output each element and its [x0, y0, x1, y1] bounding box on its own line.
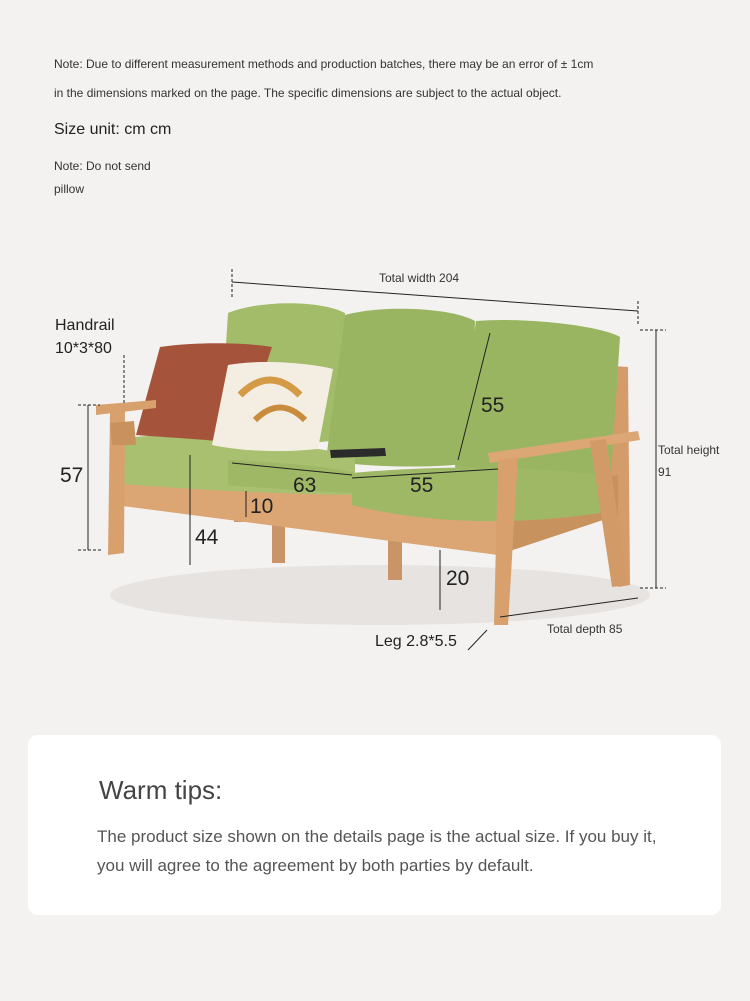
leg-size-label: Leg 2.8*5.5: [375, 633, 457, 650]
note-line-2: in the dimensions marked on the page. The specific dimensions are subject to the actual object.: [54, 86, 562, 100]
arm-height-label: 57: [60, 464, 84, 487]
back-cushion-middle: [326, 309, 475, 467]
total-height-value: 91: [658, 465, 672, 479]
seat-height-label: 44: [195, 526, 219, 549]
note-no-pillow: Note: Do not send: [54, 159, 151, 173]
back-height-label: 55: [481, 394, 505, 417]
warm-tips-title: Warm tips:: [99, 775, 223, 805]
left-arm-post: [110, 421, 136, 445]
dim-leg-pointer: [468, 630, 487, 650]
size-unit-label: Size unit: cm cm: [54, 121, 172, 138]
seat-width-label: 63: [293, 474, 317, 497]
handrail-title: Handrail: [55, 317, 115, 334]
cushion-thickness-label: 10: [250, 495, 274, 518]
note-line-1: Note: Due to different measurement methods and production batches, there may be an error of ± 1cm: [54, 57, 594, 71]
sofa-dimension-figure: [0, 255, 750, 675]
floor-shadow: [110, 565, 650, 625]
warm-tips-body: The product size shown on the details page is the actual size. If you buy it, you will agree to the agreement by both parties by default.: [97, 827, 657, 875]
back-leg-middle: [388, 540, 402, 580]
note-pillow: pillow: [54, 182, 85, 196]
warm-tips-card: [28, 735, 721, 915]
leg-height-label: 20: [446, 567, 470, 590]
total-width-label: Total width 204: [379, 271, 460, 285]
total-height-title: Total height: [658, 443, 720, 457]
seat-depth-label: 55: [410, 474, 434, 497]
total-depth-label: Total depth 85: [547, 622, 623, 636]
handrail-value: 10*3*80: [55, 340, 112, 357]
